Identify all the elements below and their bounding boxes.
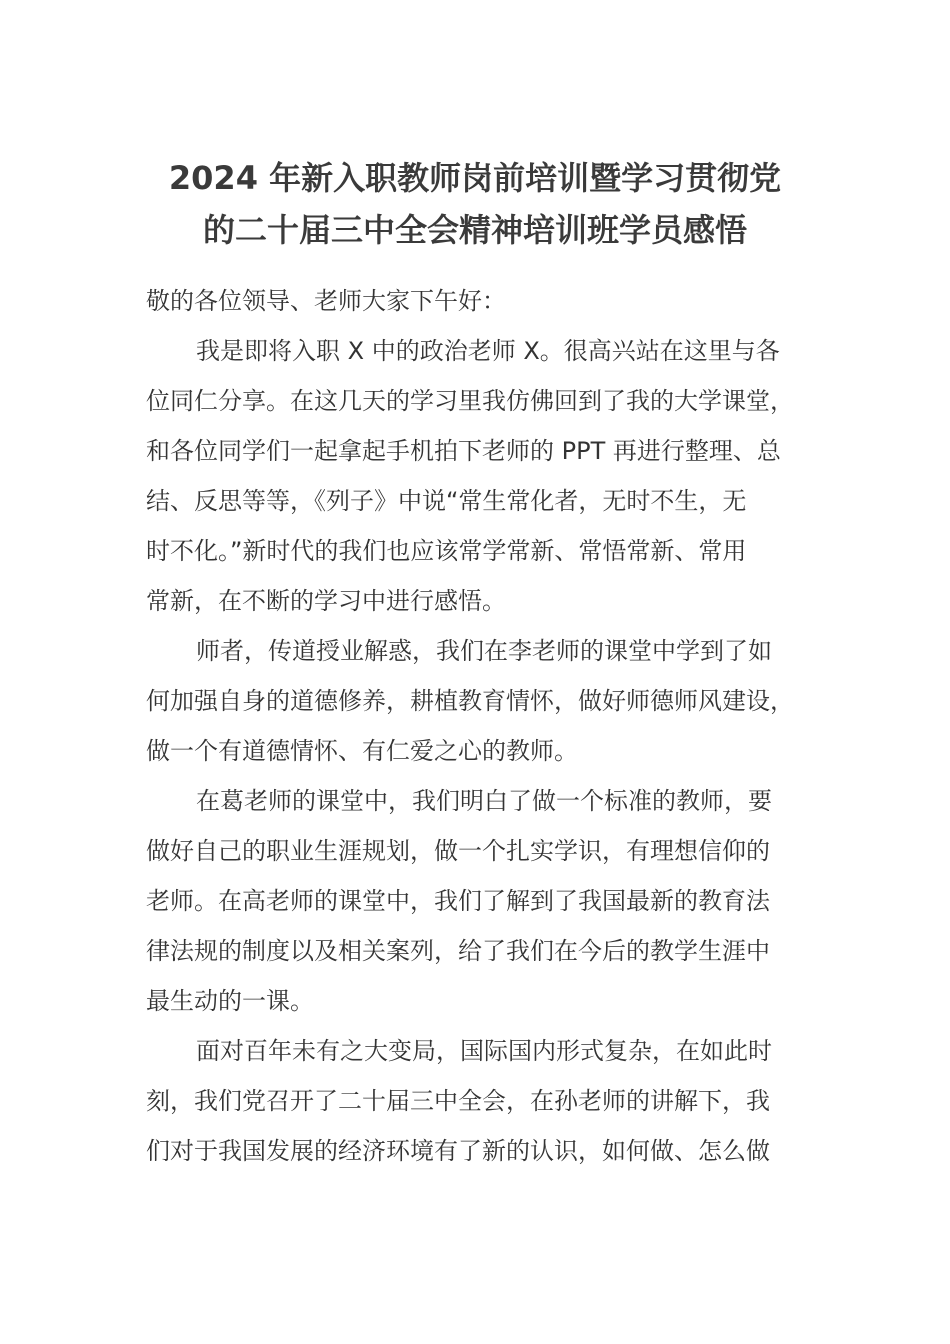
paragraph-1-line-2: 位同仁分享。在这几天的学习里我仿佛回到了我的大学课堂，	[146, 387, 794, 415]
paragraph-1-line-6: 常新，在不断的学习中进行感悟。	[146, 587, 506, 615]
paragraph-3-line-1: 在葛老师的课堂中，我们明白了做一个标准的教师，要	[196, 787, 772, 815]
paragraph-2-line-2: 何加强自身的道德修养，耕植教育情怀，做好师德师风建设，	[146, 687, 794, 715]
document-title	[100, 152, 850, 256]
paragraph-2-line-1: 师者，传道授业解惑，我们在李老师的课堂中学到了如	[196, 637, 772, 665]
paragraph-1-line-3: 和各位同学们一起拿起手机拍下老师的 PPT 再进行整理、总	[146, 437, 781, 465]
paragraph-3-line-2: 做好自己的职业生涯规划，做一个扎实学识，有理想信仰的	[146, 837, 770, 865]
paragraph-2-line-3: 做一个有道德情怀、有仁爱之心的教师。	[146, 737, 578, 765]
paragraph-1-line-1: 我是即将入职 X 中的政治老师 X。很高兴站在这里与各	[196, 337, 780, 365]
paragraph-4-line-2: 刻，我们党召开了二十届三中全会，在孙老师的讲解下，我	[146, 1087, 770, 1115]
paragraph-3-line-4: 律法规的制度以及相关案列，给了我们在今后的教学生涯中	[146, 937, 770, 965]
paragraph-3-line-3: 老师。在高老师的课堂中，我们了解到了我国最新的教育法	[146, 887, 770, 915]
paragraph-1-line-5: 时不化。”新时代的我们也应该常学常新、常悟常新、常用	[146, 537, 747, 565]
paragraph-3-line-5: 最生动的一课。	[146, 987, 314, 1015]
paragraph-1-line-4: 结、反思等等，《列子》中说“常生常化者，无时不生，无	[146, 487, 747, 515]
title-line-2: 的二十届三中全会精神培训班学员感悟	[202, 211, 747, 249]
document-body	[146, 276, 818, 1176]
greeting-line: 敬的各位领导、老师大家下午好：	[146, 287, 506, 315]
paragraph-4-line-1: 面对百年未有之大变局，国际国内形式复杂，在如此时	[196, 1037, 772, 1065]
title-line-1: 2024 年新入职教师岗前培训暨学习贯彻党	[168, 159, 782, 197]
paragraph-4-line-3: 们对于我国发展的经济环境有了新的认识，如何做、怎么做	[146, 1137, 770, 1165]
